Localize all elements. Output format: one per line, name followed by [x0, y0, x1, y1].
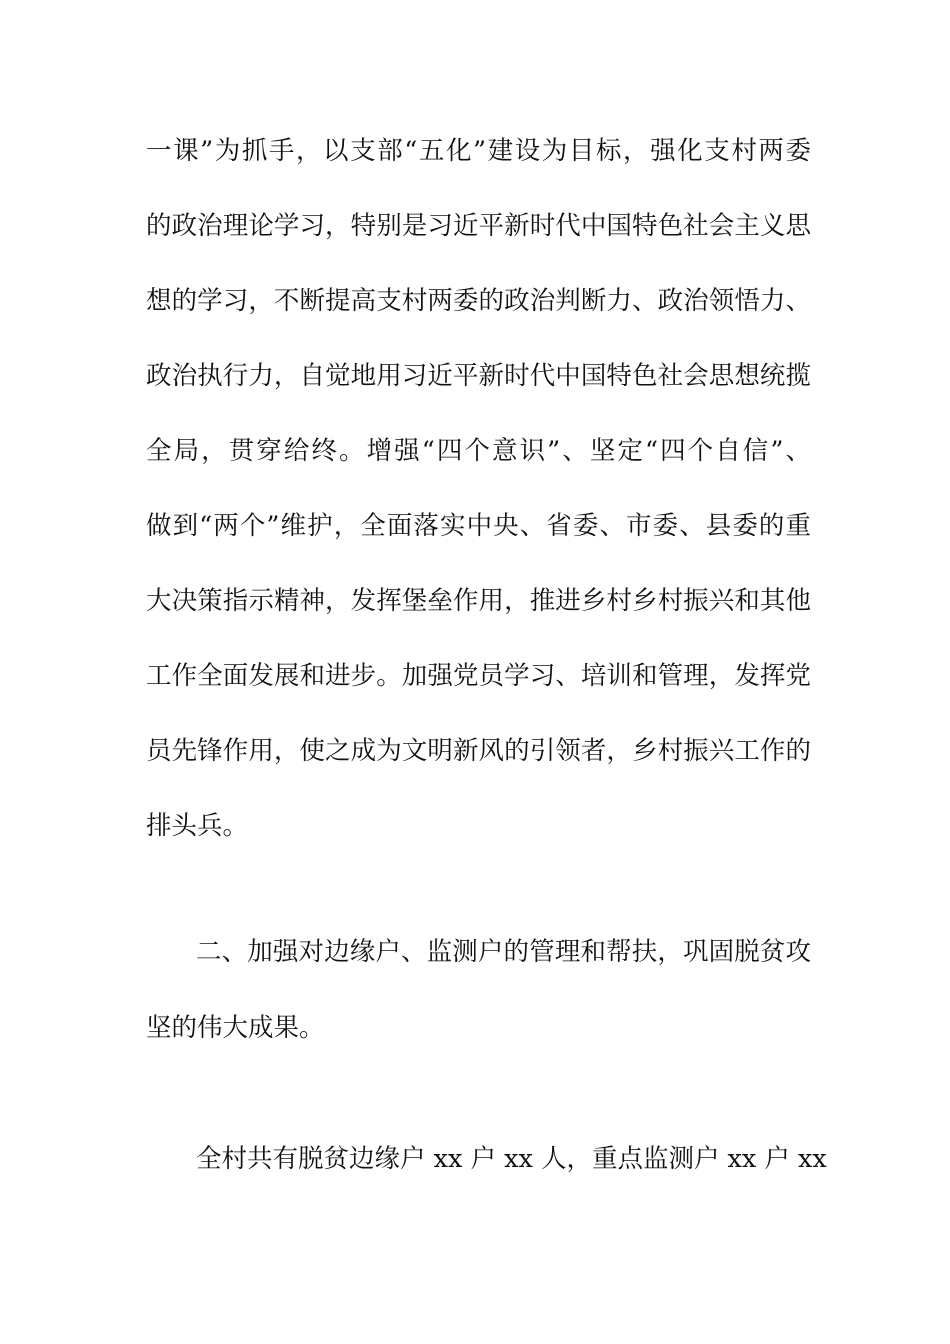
paragraph-line: 排头兵。: [146, 811, 249, 841]
paragraph-line: 员先锋作用，使之成为文明新风的引领者，乡村振兴工作的: [146, 736, 811, 766]
paragraph-line: 全局，贯穿给终。增强“四个意识”、坚定“四个自信”、: [146, 436, 811, 466]
section-heading-line: 坚的伟大成果。: [146, 1013, 325, 1043]
paragraph-line: 工作全面发展和进步。加强党员学习、培训和管理，发挥党: [146, 661, 811, 691]
section-heading-line: 二、加强对边缘户、监测户的管理和帮扶，巩固脱贫攻: [196, 937, 811, 967]
paragraph-line: 想的学习，不断提高支村两委的政治判断力、政治领悟力、: [146, 286, 811, 316]
paragraph-line: 一课”为抓手，以支部“五化”建设为目标，强化支村两委: [146, 136, 811, 166]
paragraph-line: 全村共有脱贫边缘户 xx 户 xx 人，重点监测户 xx 户 xx: [196, 1144, 827, 1174]
paragraph-line: 做到“两个”维护，全面落实中央、省委、市委、县委的重: [146, 511, 811, 541]
paragraph-line: 大决策指示精神，发挥堡垒作用，推进乡村乡村振兴和其他: [146, 586, 811, 616]
paragraph-line: 的政治理论学习，特别是习近平新时代中国特色社会主义思: [146, 211, 811, 241]
paragraph-line: 政治执行力，自觉地用习近平新时代中国特色社会思想统揽: [146, 361, 811, 391]
